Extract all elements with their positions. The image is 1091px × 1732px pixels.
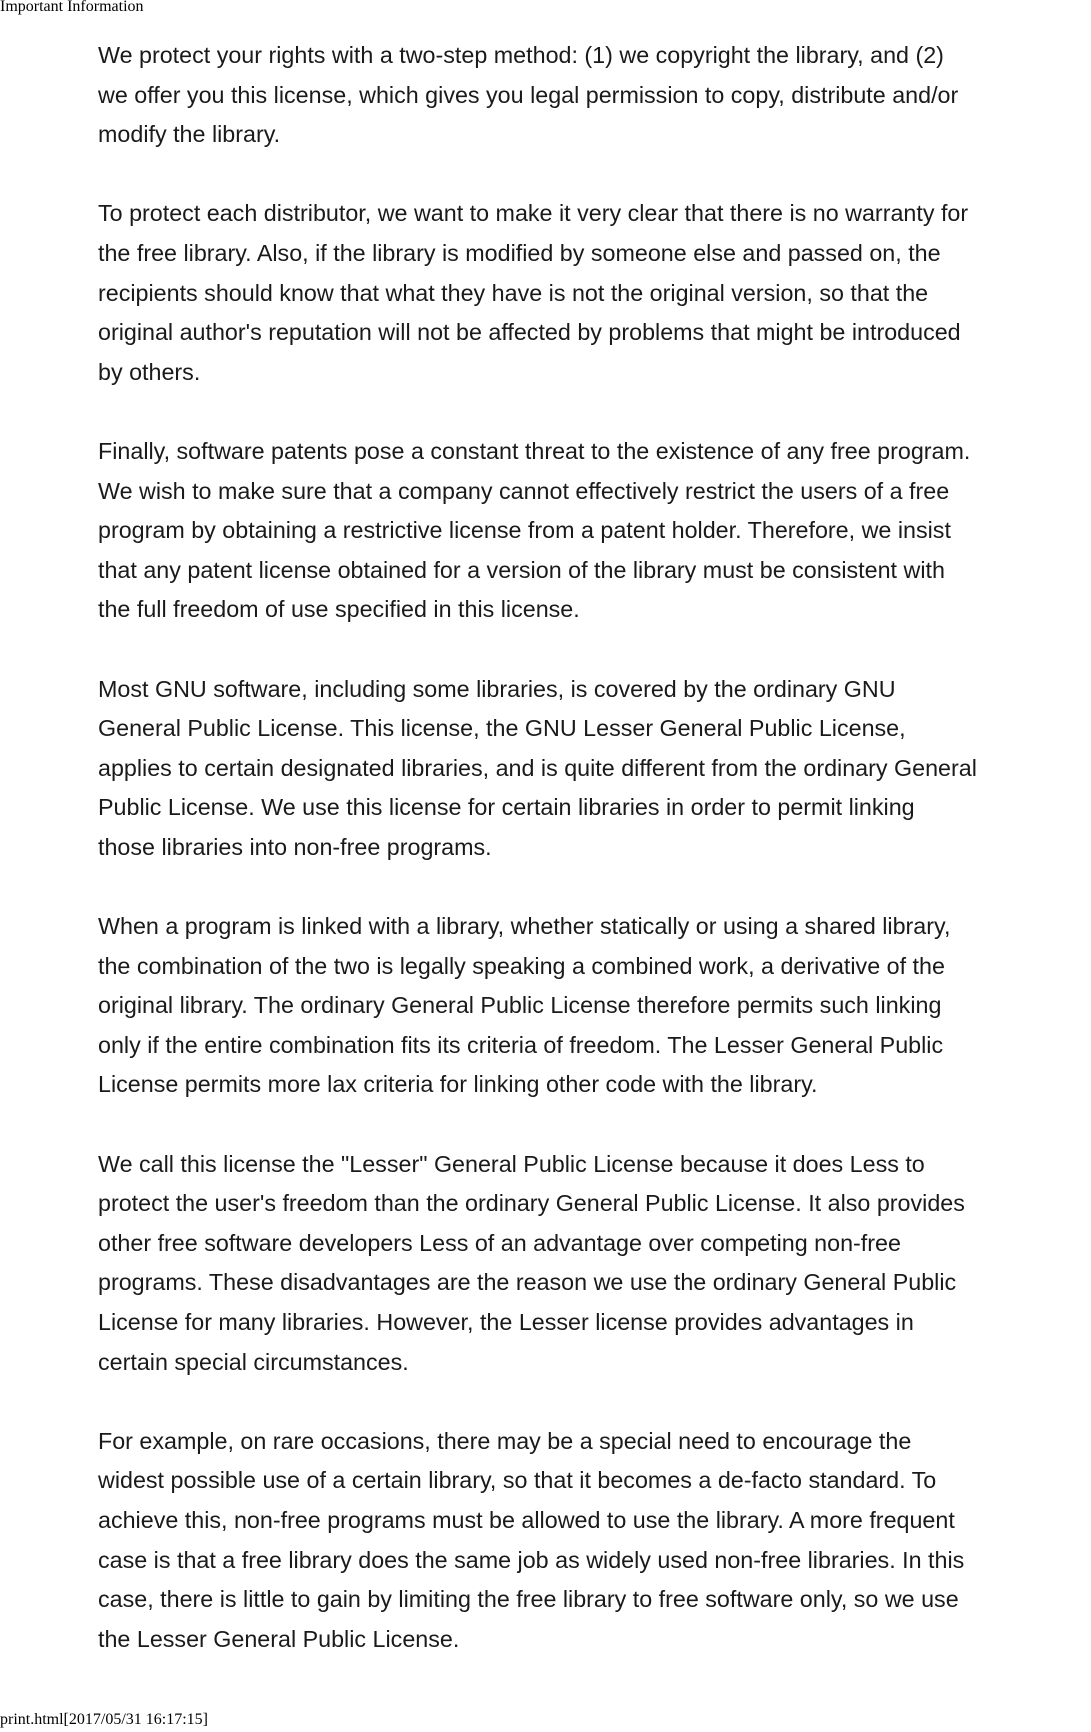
paragraph-line: we offer you this license, which gives you legal permission to copy, distribute and/or: [98, 81, 959, 108]
paragraph-line: applies to certain designated libraries, and is quite different from the ordinary General: [98, 754, 977, 781]
paragraph-line: Finally, software patents pose a constant threat to the existence of any free program.: [98, 437, 971, 464]
paragraph-line: original library. The ordinary General Public License therefore permits such linking: [98, 992, 942, 1019]
paragraph-line: We wish to make sure that a company cannot effectively restrict the users of a free: [98, 477, 950, 504]
paragraph-line: We call this license the "Lesser" General Public License because it does Less to: [98, 1150, 925, 1177]
paragraph-line: Public License. We use this license for certain libraries in order to permit linking: [98, 794, 915, 821]
paragraph-line: recipients should know that what they have is not the original version, so that the: [98, 279, 929, 306]
paragraph-warranty: [98, 194, 1091, 392]
paragraph-line: We protect your rights with a two-step method: (1) we copyright the library, and (2): [98, 42, 944, 68]
paragraph-line: For example, on rare occasions, there may be a special need to encourage the: [98, 1427, 912, 1454]
paragraph-line: the full freedom of use specified in this license.: [98, 596, 580, 623]
paragraph-linking: [98, 907, 1091, 1105]
paragraph-line: other free software developers Less of an advantage over competing non-free: [98, 1229, 901, 1256]
paragraph-line: original author's reputation will not be affected by problems that might be introduced: [98, 319, 961, 346]
paragraph-line: case, there is little to gain by limiting the free library to free software only, so we use: [98, 1586, 959, 1613]
paragraph-line: programs. These disadvantages are the reason we use the ordinary General Public: [98, 1269, 957, 1296]
paragraph-line: program by obtaining a restrictive license from a patent holder. Therefore, we insist: [98, 517, 951, 544]
paragraph-line: the combination of the two is legally speaking a combined work, a derivative of the: [98, 952, 945, 979]
print-footer-source: print.html[2017/05/31 16:17:15]: [0, 1711, 208, 1728]
paragraph-line: those libraries into non-free programs.: [98, 833, 492, 860]
paragraph-line: achieve this, non-free programs must be allowed to use the library. A more frequent: [98, 1506, 955, 1533]
paragraph-lesser: [98, 1145, 1091, 1383]
paragraph-line: that any patent license obtained for a version of the library must be consistent with: [98, 556, 945, 583]
paragraph-line: License for many libraries. However, the Lesser license provides advantages in: [98, 1309, 914, 1335]
paragraph-line: the Lesser General Public License.: [98, 1625, 460, 1652]
paragraph-line: case is that a free library does the same job as widely used non-free libraries. In this: [98, 1546, 965, 1573]
paragraph-gnu-software: [98, 670, 1091, 868]
paragraph-patents: [98, 432, 1091, 630]
paragraph-line: License permits more lax criteria for linking other code with the library.: [98, 1071, 818, 1098]
paragraph-line: To protect each distributor, we want to make it very clear that there is no warranty for: [98, 200, 969, 227]
paragraph-line: by others.: [98, 358, 201, 385]
paragraph-line: certain special circumstances.: [98, 1348, 409, 1375]
paragraph-rights: [98, 36, 1091, 155]
paragraph-line: widest possible use of a certain library, so that it becomes a de-facto standard. To: [98, 1467, 937, 1494]
paragraph-example: [98, 1422, 1091, 1660]
paragraph-line: Most GNU software, including some libraries, is covered by the ordinary GNU: [98, 675, 896, 702]
paragraph-line: protect the user's freedom than the ordinary General Public License. It also provides: [98, 1190, 965, 1217]
paragraph-line: General Public License. This license, the GNU Lesser General Public License,: [98, 715, 906, 742]
paragraph-line: modify the library.: [98, 121, 281, 148]
paragraph-line: the free library. Also, if the library is modified by someone else and passed on, the: [98, 239, 941, 266]
paragraph-line: When a program is linked with a library, whether statically or using a shared library,: [98, 913, 951, 940]
print-header-title: Important Information: [0, 0, 144, 15]
paragraph-line: only if the entire combination fits its criteria of freedom. The Lesser General Public: [98, 1031, 944, 1058]
license-body: [98, 36, 1091, 1699]
